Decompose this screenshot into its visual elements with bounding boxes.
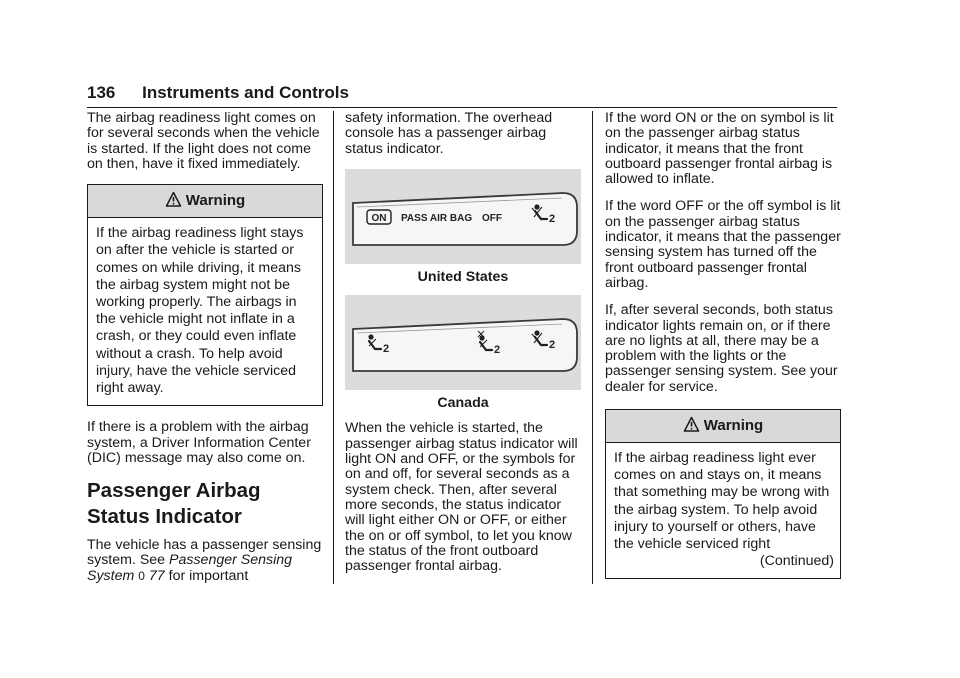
warning-body: If the airbag readiness light stays on after the vehicle is started or comes on while driving, it means the airbag system might not be working properly. The airbags in the vehicle might not inflate in a crash, or they could even inflate without a crash. To help avoid injury, have the vehicle serviced right away. [96,225,304,397]
svg-text:2: 2 [383,343,390,356]
warning-icon [683,413,700,445]
us-pass-airbag-label: PASS AIR BAG [401,212,473,224]
us-off-label: OFF [482,212,502,224]
header-rule [87,107,837,108]
warning-header [606,410,840,443]
caption-canada: Canada [437,395,489,412]
section-heading: Passenger Airbag Status Indicator [87,479,261,529]
passenger-sensing-paragraph: The vehicle has a passenger sensing system. See Passenger Sensing System 0 77 for important [87,537,322,584]
passenger-sensing-link[interactable]: Passenger Sensing System [87,552,293,584]
warning-title: Warning [703,417,764,435]
readiness-light-paragraph: The airbag readiness light comes on for several seconds when the vehicle is started. If the light does not come on then, have it fixed immediately. [87,110,320,172]
warning-title: Warning [185,192,246,210]
page-reference-icon: 0 [138,568,145,583]
canada-indicator-image [345,295,581,390]
svg-text:2: 2 [494,344,501,357]
column-2 [345,111,581,586]
us-on-label: ON [371,212,387,224]
on-status-paragraph: If the word ON or the on symbol is lit on the passenger airbag status indicator, it means that the front outboard passenger frontal airbag is allowed to inflate. [605,110,834,188]
page-number: 136 [87,83,116,102]
column-divider-1 [333,111,334,584]
service-paragraph: If, after several seconds, both status indicator lights remain on, or if there are no lights at all, there may be a problem with the lights or the passenger sensing system. See your dealer for service. [605,302,838,395]
page-header [87,83,837,108]
system-check-paragraph: When the vehicle is started, the passenger airbag status indicator will light ON and OFF, or the symbols for on and off, for several seconds as a system check. Then, after several more seconds, the status indicator will light either ON or OFF, or either the on or off symbol, to let you know the status of the front outboard passenger frontal airbag. [345,420,578,575]
warning-header [88,185,322,218]
section-title: Instruments and Controls [142,83,349,102]
page-reference-number[interactable]: 77 [148,567,165,584]
caption-united-states: United States [417,268,509,285]
svg-text:2: 2 [549,339,556,352]
continued-label: (Continued) [759,553,834,570]
svg-text:2: 2 [549,212,556,225]
overhead-console-paragraph: safety information. The overhead console has a passenger airbag status indicator. [345,110,553,157]
column-1 [87,111,323,596]
column-divider-2 [592,111,593,584]
us-indicator-image [345,169,581,264]
warning-icon [165,188,182,220]
dic-paragraph: If there is a problem with the airbag system, a Driver Information Center (DIC) message may also come on. [87,419,311,466]
warning-box-1 [87,184,323,406]
warning-box-2 [605,409,841,579]
column-3 [605,111,841,579]
off-status-paragraph: If the word OFF or the off symbol is lit on the passenger airbag status indicator, it means that the passenger sensing system has turned off the front outboard passenger frontal airbag. [605,198,841,291]
warning-body: If the airbag readiness light ever comes on and stays on, it means that something may be wrong with the airbag system. To help avoid injury to yourself or others, have the vehicle serviced right (Continued) [614,450,834,570]
